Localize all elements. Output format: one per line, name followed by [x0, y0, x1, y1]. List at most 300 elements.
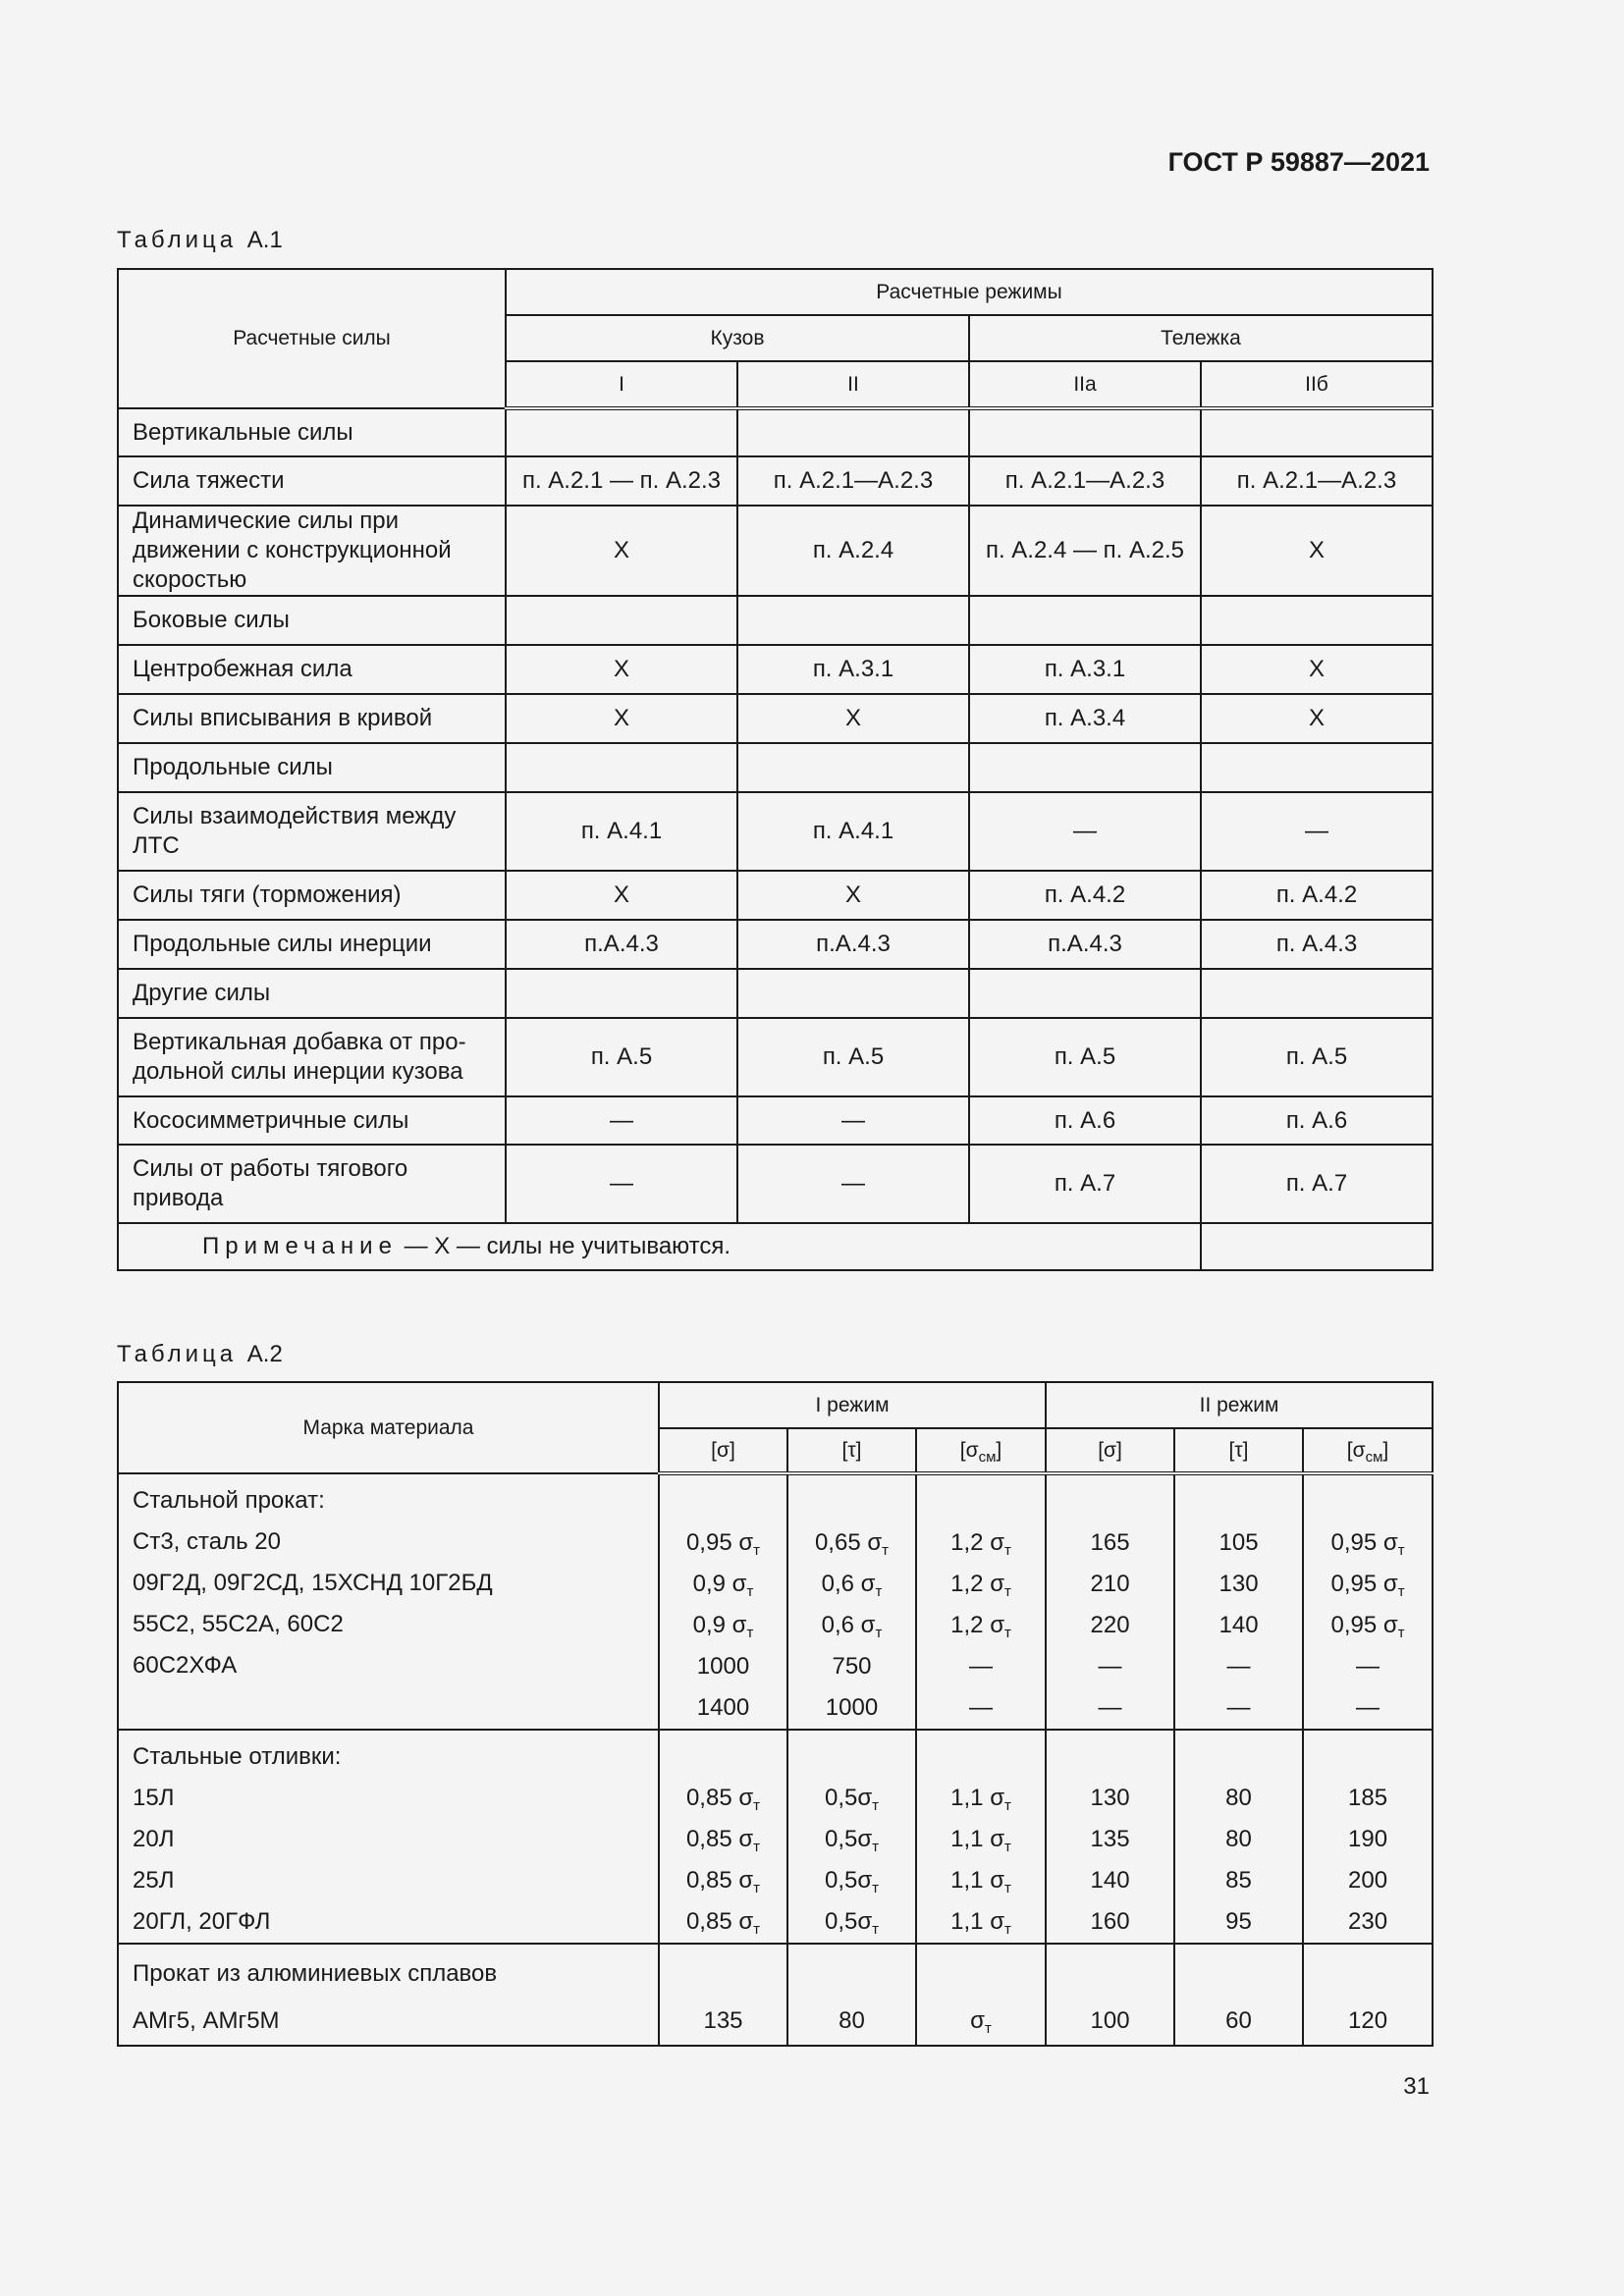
table2-value — [664, 1998, 783, 2045]
table2-value — [792, 1901, 911, 1943]
page-number: 31 — [1403, 2073, 1430, 2100]
sigma-cm-symbol: σ — [1352, 1438, 1366, 1462]
table2-value — [1308, 1998, 1428, 2045]
table2-value — [921, 1860, 1041, 1901]
table2-value — [1308, 1860, 1428, 1901]
table1-cell: Х — [1201, 694, 1433, 743]
table1-cell: Х — [506, 871, 737, 920]
table2-value-main: 0,5σ — [824, 1867, 873, 1894]
table1-cell: Х — [506, 506, 737, 596]
table2-value-main: 60 — [1225, 2007, 1252, 2034]
table2-spacer — [1308, 1950, 1428, 1998]
table2-material-name: 09Г2Д, 09Г2СД, 15ХСНД 10Г2БД — [133, 1570, 493, 1596]
table2-material-name: Ст3, сталь 20 — [133, 1528, 281, 1555]
table2-value — [664, 1819, 783, 1860]
table2-spacer — [1051, 1950, 1169, 1998]
table1-cell: п. А.4.1 — [506, 792, 737, 871]
table2-value-main: 0,85 σ — [685, 1867, 754, 1894]
table2-value-main: 105 — [1218, 1529, 1259, 1556]
table1-row-label: Центробежная сила — [118, 645, 506, 694]
table2-caption-num: А.2 — [246, 1341, 283, 1367]
table1-cell: п. А.7 — [1201, 1145, 1433, 1223]
table2-value-subscript: т — [872, 1880, 880, 1896]
table1-cell: Х — [737, 694, 969, 743]
table2-value-main: 0,85 σ — [685, 1908, 754, 1935]
table2-spacer — [1179, 1950, 1298, 1998]
table1-cell: — — [737, 1096, 969, 1145]
table1-cell: п. А.3.1 — [737, 645, 969, 694]
table2-value-cell — [916, 1473, 1046, 1730]
table1-cell — [506, 596, 737, 645]
table2-value — [921, 1605, 1041, 1646]
table1-cell — [506, 743, 737, 792]
table2-value-subscript: т — [1397, 1542, 1405, 1559]
table2-material-name: 60С2ХФА — [133, 1652, 238, 1679]
table2-value-subscript: т — [746, 1625, 754, 1641]
table1-cell: п. А.5 — [969, 1018, 1201, 1096]
table1-cell: — — [506, 1096, 737, 1145]
table2-value-main: 1,1 σ — [950, 1826, 1004, 1852]
table2-value — [921, 1778, 1041, 1819]
table2-value-subscript: т — [1004, 1880, 1011, 1896]
table1-row-label: Продольные силы инерции — [118, 920, 506, 969]
table2-value-subscript: т — [1397, 1583, 1405, 1600]
table1-row — [118, 1096, 1433, 1145]
table2-value-subscript: т — [1004, 1625, 1011, 1641]
table2-value-subscript: т — [753, 1797, 761, 1814]
table2-group-title: Прокат из алюминиевых сплавов — [133, 1960, 498, 1987]
table1-row-label: Сила тяжести — [118, 456, 506, 506]
table2-value-subscript: т — [875, 1625, 883, 1641]
table2-group — [118, 1730, 1433, 1944]
sigma-cm-subscript: см — [978, 1448, 997, 1466]
table2-value — [1179, 1605, 1298, 1646]
sigma-cm-symbol: σ — [965, 1438, 979, 1462]
table1-cell: п. А.2.1—А.2.3 — [737, 456, 969, 506]
table1-row — [118, 1145, 1433, 1223]
table1-row — [118, 506, 1433, 596]
table2-value-subscript: т — [872, 1797, 880, 1814]
table2-value-main: 1000 — [696, 1653, 750, 1680]
table2-value-subscript: т — [872, 1839, 880, 1855]
table2-value — [1308, 1778, 1428, 1819]
table1-cell: п. А.3.4 — [969, 694, 1201, 743]
table2-spacer — [921, 1481, 1041, 1522]
table2-value — [792, 1646, 911, 1687]
table2-value-subscript: т — [1004, 1839, 1011, 1855]
table1-head-col-2: II — [737, 361, 969, 408]
table2-value-main: 165 — [1090, 1529, 1130, 1556]
table2-value-main: 135 — [1090, 1826, 1130, 1852]
table1-head-modes: Расчетные режимы — [506, 269, 1433, 315]
note-keyword: Примечание — [202, 1233, 398, 1259]
table2-value-main: — — [969, 1694, 994, 1721]
table2-value — [1051, 1860, 1169, 1901]
table1-cell: п. А.7 — [969, 1145, 1201, 1223]
table2-value-cell — [659, 1473, 787, 1730]
table1-cell — [737, 408, 969, 456]
table1-cell — [969, 743, 1201, 792]
table2-value-main: 0,5σ — [824, 1908, 873, 1935]
table2-value-main: 0,95 σ — [1330, 1571, 1398, 1597]
table1-row — [118, 743, 1433, 792]
table2-value — [664, 1860, 783, 1901]
table1-cell: — — [737, 1145, 969, 1223]
table2-value-main: 0,95 σ — [1330, 1612, 1398, 1638]
table2-value-main: 0,95 σ — [1330, 1529, 1398, 1556]
table2-value-main: 130 — [1218, 1571, 1259, 1597]
table2-material-name: 20Л — [133, 1826, 175, 1852]
table1-head-forces: Расчетные силы — [118, 269, 506, 408]
table2-value-cell — [659, 1730, 787, 1944]
table1-row — [118, 1018, 1433, 1096]
table1-row — [118, 792, 1433, 871]
table1-cell: Х — [1201, 506, 1433, 596]
table2-value-main: 1400 — [696, 1694, 750, 1721]
table2-value — [1179, 1778, 1298, 1819]
table2-value-main: 130 — [1090, 1785, 1130, 1811]
table1-row-label: Боковые силы — [118, 596, 506, 645]
table2-spacer — [792, 1481, 911, 1522]
table2-value-main: 80 — [1225, 1826, 1252, 1852]
table2-value — [1179, 1819, 1298, 1860]
table1-row — [118, 694, 1433, 743]
table2-value — [1179, 1522, 1298, 1564]
table2-value-main: — — [1098, 1694, 1122, 1721]
table2-value-cell — [916, 1730, 1046, 1944]
table1-head-col-4: IIб — [1201, 361, 1433, 408]
table2-value — [1051, 1687, 1169, 1729]
table2-value-main: 0,9 σ — [692, 1612, 747, 1638]
table2-value — [1051, 1522, 1169, 1564]
table2-name-cell — [118, 1473, 659, 1730]
table2-value-cell — [1174, 1730, 1303, 1944]
table1-row — [118, 920, 1433, 969]
table1-cell: — — [1201, 792, 1433, 871]
table1-head-bogie: Тележка — [969, 315, 1433, 361]
table2-value — [921, 1646, 1041, 1687]
table2-value-cell — [1303, 1730, 1433, 1944]
table2-value — [792, 1687, 911, 1729]
table2-value — [792, 1819, 911, 1860]
table2-value — [921, 1819, 1041, 1860]
table2-value-main: σ — [970, 2007, 985, 2034]
sigma-symbol: σ — [717, 1438, 730, 1462]
table2-value — [1308, 1564, 1428, 1605]
table2-value-main: — — [1098, 1653, 1122, 1680]
table1-note-empty — [1201, 1223, 1433, 1270]
table1-row-label: Силы взаимодействия между ЛТС — [118, 792, 506, 871]
table2-value-subscript: т — [1004, 1921, 1011, 1938]
table2-value-main: 220 — [1090, 1612, 1130, 1638]
table2-spacer — [792, 1736, 911, 1778]
table2-group-title: Стальные отливки: — [133, 1743, 342, 1770]
table1-row-label: Силы тяги (торможения) — [118, 871, 506, 920]
table1-cell: п. А.2.4 — п. А.2.5 — [969, 506, 1201, 596]
table2-value-main: — — [1226, 1653, 1251, 1680]
table1-row — [118, 456, 1433, 506]
table1-caption — [117, 227, 283, 254]
table1-head-col-1: I — [506, 361, 737, 408]
tau-symbol: τ — [1234, 1438, 1243, 1462]
table2-value-subscript: т — [753, 1921, 761, 1938]
table1-cell — [737, 969, 969, 1018]
table1-row — [118, 871, 1433, 920]
table2-spacer — [1051, 1481, 1169, 1522]
table2-value-cell — [787, 1944, 916, 2046]
table2-value-cell — [916, 1944, 1046, 2046]
table1-cell — [1201, 596, 1433, 645]
table1-row-label: Продольные силы — [118, 743, 506, 792]
table2-head-material: Марка материала — [118, 1382, 659, 1473]
table2-value — [921, 1687, 1041, 1729]
table1-cell: Х — [737, 871, 969, 920]
table2-head-tau: [τ] — [787, 1428, 916, 1473]
table2-head-tau-2: [τ] — [1174, 1428, 1303, 1473]
table1-head-col-3: IIа — [969, 361, 1201, 408]
table2-value — [664, 1605, 783, 1646]
table2-value-cell — [787, 1473, 916, 1730]
table2-material-name: 20ГЛ, 20ГФЛ — [133, 1908, 271, 1935]
table1-cell: п. А.5 — [737, 1018, 969, 1096]
table2-value-main: 95 — [1225, 1908, 1252, 1935]
table2-value-main: 1,1 σ — [950, 1785, 1004, 1811]
table2-value-main: 0,85 σ — [685, 1785, 754, 1811]
table1-cell — [737, 743, 969, 792]
table1-row-label: Динамические силы при движении с конструкционной скоростью — [118, 506, 506, 596]
table2-value — [921, 1564, 1041, 1605]
table2-value-main: 1000 — [825, 1694, 879, 1721]
table2-spacer — [664, 1950, 783, 1998]
table2-value-subscript: т — [1004, 1583, 1011, 1600]
table1-cell — [969, 969, 1201, 1018]
table1-cell: п.А.4.3 — [506, 920, 737, 969]
table2-value-subscript: т — [875, 1583, 883, 1600]
table2-caption-key: Таблица — [117, 1341, 238, 1367]
table1-cell: Х — [1201, 645, 1433, 694]
table2-value-main: 160 — [1090, 1908, 1130, 1935]
table2-head-sigma-cm-2: $[\sigma_{см}]$ — [1303, 1428, 1433, 1473]
table2-value — [1308, 1522, 1428, 1564]
table2-value-main: 1,1 σ — [950, 1867, 1004, 1894]
table2-value-main: 140 — [1090, 1867, 1130, 1894]
table2-value — [664, 1646, 783, 1687]
table2-value — [664, 1901, 783, 1943]
table1-cell: п. А.2.4 — [737, 506, 969, 596]
table1-cell: п.А.4.3 — [969, 920, 1201, 969]
table2-value-main: — — [969, 1653, 994, 1680]
table2-value-main: 0,9 σ — [692, 1571, 747, 1597]
table1-cell: — — [969, 792, 1201, 871]
table2-value-main: 80 — [1225, 1785, 1252, 1811]
table2-value-main: 200 — [1348, 1867, 1388, 1894]
table2-value — [792, 1564, 911, 1605]
table1-cell — [737, 596, 969, 645]
table2-value-main: — — [1226, 1694, 1251, 1721]
table2-value-subscript: т — [984, 2020, 992, 2037]
table2-value-main: 85 — [1225, 1867, 1252, 1894]
table2-value — [1051, 1605, 1169, 1646]
table2-value — [664, 1564, 783, 1605]
tau-symbol: τ — [847, 1438, 856, 1462]
table2-material-name: АМг5, АМг5М — [133, 2007, 280, 2034]
table2-caption — [117, 1341, 283, 1368]
table2-value-main: 0,6 σ — [821, 1612, 876, 1638]
table2-value — [1051, 1778, 1169, 1819]
table1-row — [118, 408, 1433, 456]
table2-spacer — [664, 1736, 783, 1778]
table2-value — [1179, 1860, 1298, 1901]
table1-cell — [1201, 743, 1433, 792]
table2-value-main: 0,65 σ — [814, 1529, 883, 1556]
table2-material-name: 15Л — [133, 1785, 175, 1811]
table2-spacer — [1051, 1736, 1169, 1778]
note-text: — Х — силы не учитываются. — [397, 1233, 731, 1259]
table2-value — [1308, 1901, 1428, 1943]
table2-spacer — [1308, 1481, 1428, 1522]
table1-cell: п.А.4.3 — [737, 920, 969, 969]
table2-value — [1308, 1646, 1428, 1687]
table1-cell: п. А.5 — [506, 1018, 737, 1096]
table2-value-main: 1,2 σ — [950, 1529, 1004, 1556]
table2-value-subscript: т — [753, 1880, 761, 1896]
table1-row — [118, 596, 1433, 645]
table2-spacer — [1308, 1736, 1428, 1778]
table2-value-main: 120 — [1348, 2007, 1388, 2034]
table2-value-subscript: т — [1397, 1625, 1405, 1641]
table1-cell: п. А.5 — [1201, 1018, 1433, 1096]
table2-group — [118, 1944, 1433, 2046]
table1-cell: п. А.3.1 — [969, 645, 1201, 694]
table2-value — [1179, 1901, 1298, 1943]
table2-value-cell — [787, 1730, 916, 1944]
table2-name-cell — [118, 1944, 659, 2046]
table1-cell: п. А.6 — [1201, 1096, 1433, 1145]
table2-head-sigma: [σ] — [659, 1428, 787, 1473]
table2-value-cell — [659, 1944, 787, 2046]
table2-value — [792, 1860, 911, 1901]
table2-value — [792, 1778, 911, 1819]
table2-value-subscript: т — [872, 1921, 880, 1938]
table1-cell — [1201, 969, 1433, 1018]
table2-value-subscript: т — [1004, 1542, 1011, 1559]
table2-value — [1308, 1687, 1428, 1729]
table2-spacer — [921, 1950, 1041, 1998]
table2-value — [1179, 1998, 1298, 2045]
table2-value-subscript: т — [753, 1542, 761, 1559]
table2-value-main: — — [1356, 1653, 1380, 1680]
table2-material-name: 55С2, 55С2А, 60С2 — [133, 1611, 344, 1637]
table2-value-main: 230 — [1348, 1908, 1388, 1935]
table2-head-mode1: I режим — [659, 1382, 1046, 1428]
table2-value-subscript: т — [882, 1542, 890, 1559]
table2-value — [1051, 1998, 1169, 2045]
table2-spacer — [792, 1950, 911, 1998]
table1-cell — [1201, 408, 1433, 456]
table2-value-main: 1,2 σ — [950, 1612, 1004, 1638]
table2-value-main: 0,5σ — [824, 1826, 873, 1852]
table1-cell: — — [506, 1145, 737, 1223]
table2-value — [1179, 1646, 1298, 1687]
table2-value — [921, 1998, 1041, 2045]
sigma-cm-subscript: см — [1365, 1448, 1383, 1466]
table2-value-main: — — [1356, 1694, 1380, 1721]
table2-value — [664, 1522, 783, 1564]
table1-cell: п. А.4.1 — [737, 792, 969, 871]
table2-value-main: 190 — [1348, 1826, 1388, 1852]
table2-name-cell — [118, 1730, 659, 1944]
table2-value — [664, 1778, 783, 1819]
table2-group — [118, 1473, 1433, 1730]
table2-value-cell — [1046, 1730, 1174, 1944]
table1-row-label: Силы от работы тягового привода — [118, 1145, 506, 1223]
table2-value — [1179, 1687, 1298, 1729]
table2-value — [792, 1998, 911, 2045]
table2-value-subscript: т — [1004, 1797, 1011, 1814]
table2-value — [921, 1522, 1041, 1564]
table1-note-row — [118, 1223, 1433, 1270]
table1-cell — [969, 408, 1201, 456]
table2-value-main: 100 — [1090, 2007, 1130, 2034]
table2-value-cell — [1046, 1944, 1174, 2046]
table2-head-sigma-cm: $[\sigma_{см}]$ — [916, 1428, 1046, 1473]
table1-cell: Х — [506, 645, 737, 694]
table1-head-body: Кузов — [506, 315, 969, 361]
table2-value-main: 210 — [1090, 1571, 1130, 1597]
table1-cell: п. А.2.1—А.2.3 — [969, 456, 1201, 506]
table2-value — [1308, 1819, 1428, 1860]
table1-cell: п. А.6 — [969, 1096, 1201, 1145]
table2-spacer — [664, 1481, 783, 1522]
table1-row — [118, 645, 1433, 694]
table-a1 — [117, 268, 1434, 1271]
table2-value-main: 0,5σ — [824, 1785, 873, 1811]
table2-value — [1051, 1564, 1169, 1605]
table2-value-subscript: т — [746, 1583, 754, 1600]
table2-value-main: 185 — [1348, 1785, 1388, 1811]
table2-value — [1051, 1646, 1169, 1687]
standard-number: ГОСТ Р 59887—2021 — [1167, 147, 1430, 177]
table2-value — [792, 1522, 911, 1564]
table2-value-main: 0,85 σ — [685, 1826, 754, 1852]
table2-value — [921, 1901, 1041, 1943]
table2-value-cell — [1174, 1944, 1303, 2046]
table1-row-label: Кососимметричные силы — [118, 1096, 506, 1145]
table1-caption-key: Таблица — [117, 227, 238, 253]
table2-value-main: 0,6 σ — [821, 1571, 876, 1597]
table1-row-label: Силы вписывания в кривой — [118, 694, 506, 743]
table2-value-cell — [1174, 1473, 1303, 1730]
table1-cell: п. А.4.3 — [1201, 920, 1433, 969]
table2-material-name: 25Л — [133, 1867, 175, 1894]
table2-value-subscript: т — [753, 1839, 761, 1855]
table2-value — [664, 1687, 783, 1729]
table2-value — [1179, 1564, 1298, 1605]
table2-value-main: 1,2 σ — [950, 1571, 1004, 1597]
table1-cell: Х — [506, 694, 737, 743]
table2-value-main: 80 — [839, 2007, 865, 2034]
table1-cell: п. А.2.1 — п. А.2.3 — [506, 456, 737, 506]
table1-row-label: Вертикальная добавка от про-дольной силы инерции кузова — [118, 1018, 506, 1096]
table2-value-cell — [1046, 1473, 1174, 1730]
table2-group-title: Стальной прокат: — [133, 1487, 325, 1514]
table2-value-main: 140 — [1218, 1612, 1259, 1638]
table1-caption-num: А.1 — [246, 227, 283, 253]
table2-value — [1308, 1605, 1428, 1646]
table1-row-label: Вертикальные силы — [118, 408, 506, 456]
table1-row-label: Другие силы — [118, 969, 506, 1018]
table1-note — [118, 1223, 1201, 1270]
